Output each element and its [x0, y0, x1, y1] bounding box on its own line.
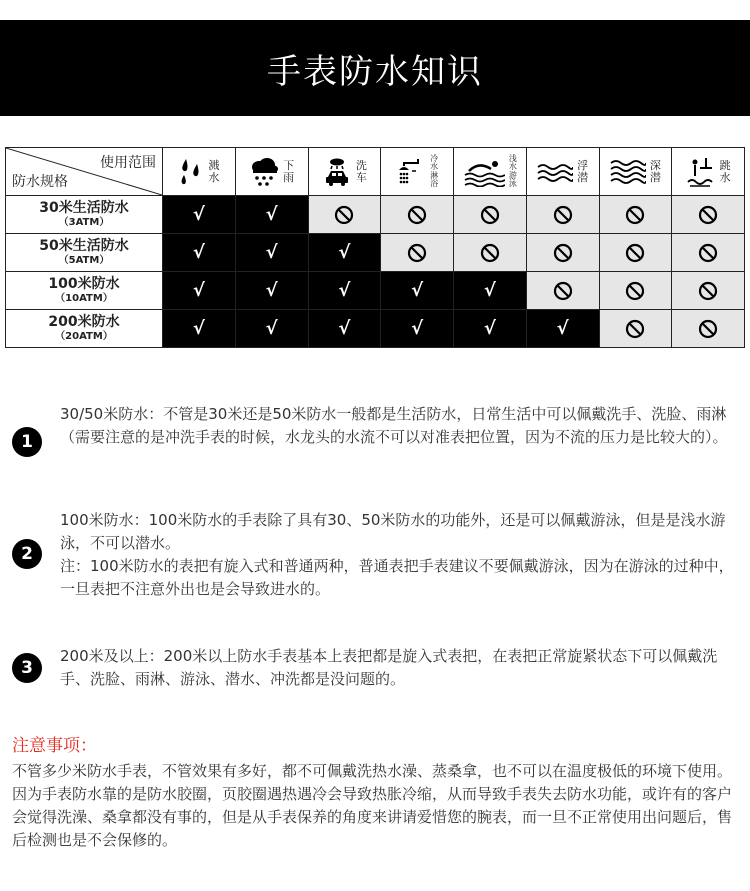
deep-waves-icon: [610, 158, 646, 186]
page-title: 手表防水知识: [267, 51, 483, 92]
note-number-badge: 2: [12, 539, 42, 569]
check-mark: √: [381, 310, 454, 348]
shower-icon: [396, 157, 426, 187]
prohibited-icon: [599, 272, 672, 310]
check-mark: √: [235, 196, 308, 234]
spec-name: 50米生活防水: [39, 238, 129, 255]
splash-icon: [178, 157, 204, 187]
prohibited-icon: [381, 234, 454, 272]
note-number-badge: 3: [12, 653, 42, 683]
column-header-car-wash: 洗 车: [308, 148, 381, 196]
prohibited-icon: [672, 310, 745, 348]
car-wash-icon: [322, 157, 352, 187]
prohibited-icon: [599, 310, 672, 348]
corner-label-spec: 防水规格: [12, 174, 68, 190]
prohibited-icon: [454, 234, 527, 272]
column-header-rain: 下 雨: [235, 148, 308, 196]
page-title-banner: [0, 20, 750, 116]
table-row: [6, 196, 745, 234]
prohibited-icon: [526, 272, 599, 310]
prohibited-icon: [308, 196, 381, 234]
corner-label-usage: 使用范围: [100, 155, 156, 171]
check-mark: √: [308, 234, 381, 272]
check-mark: √: [454, 272, 527, 310]
spec-atm: （3ATM）: [58, 216, 110, 228]
prohibited-icon: [672, 196, 745, 234]
check-mark: √: [308, 310, 381, 348]
table-row: [6, 272, 745, 310]
check-mark: √: [526, 310, 599, 348]
spec-name: 200米防水: [48, 314, 120, 331]
check-mark: √: [163, 196, 236, 234]
check-mark: √: [308, 272, 381, 310]
column-header-splash: 溅 水: [163, 148, 236, 196]
check-mark: √: [163, 234, 236, 272]
column-header-deep-dive: 深 潜: [599, 148, 672, 196]
spec-cell: [6, 272, 163, 310]
prohibited-icon: [672, 234, 745, 272]
caution-title: 注意事项：: [12, 736, 97, 756]
note-paragraph: 100米防水：100米防水的手表除了具有30、50米防水的功能外，还是可以佩戴游泳，但是是浅水游泳，不可以潜水。: [60, 511, 726, 552]
table-row: [6, 310, 745, 348]
prohibited-icon: [526, 234, 599, 272]
snorkel-waves-icon: [537, 160, 573, 184]
prohibited-icon: [381, 196, 454, 234]
note-paragraph: 注：100米防水的表把有旋入式和普通两种，普通表把手表建议不要佩戴游泳，因为在游泳的过种中，一旦表把不注意外出也是会导致进水的。: [60, 557, 734, 598]
column-header-swim: 浅 水 游 泳: [454, 148, 527, 196]
spec-name: 30米生活防水: [39, 200, 129, 217]
table-header-row: [6, 148, 745, 196]
prohibited-icon: [599, 196, 672, 234]
column-header-snorkel: 浮 潜: [526, 148, 599, 196]
dive-icon: [686, 156, 716, 188]
check-mark: √: [454, 310, 527, 348]
check-mark: √: [163, 272, 236, 310]
spec-atm: （10ATM）: [55, 292, 113, 304]
check-mark: √: [381, 272, 454, 310]
prohibited-icon: [526, 196, 599, 234]
check-mark: √: [235, 234, 308, 272]
note-text: [60, 509, 736, 601]
table-corner-cell: [6, 148, 163, 196]
prohibited-icon: [599, 234, 672, 272]
prohibited-icon: [672, 272, 745, 310]
caution-body: 不管多少米防水手表，不管效果有多好，都不可佩戴洗热水澡、蒸桑拿，也不可以在温度极低的环境下使用。因为手表防水靠的是防水胶圈，页胶圈遇热遇冷会导致热胀冷缩，从而导致手表失去防水功能，或许有的客户会觉得洗澡、桑拿都没有事的，但是从手表保养的角度来讲请爱惜您的腕表，而一旦不正常使用出问题后，售后检测也是不会保修的。: [12, 762, 733, 849]
check-mark: √: [163, 310, 236, 348]
prohibited-icon: [454, 196, 527, 234]
table-row: [6, 234, 745, 272]
spec-atm: （5ATM）: [58, 254, 110, 266]
waterproof-table: [5, 147, 745, 348]
check-mark: √: [235, 310, 308, 348]
note-number-badge: 1: [12, 427, 42, 457]
note-text: [60, 645, 736, 691]
column-header-shower: 冷 水 淋 浴: [381, 148, 454, 196]
note-paragraph: 30/50米防水：不管是30米还是50米防水一般都是生活防水，日常生活中可以佩戴洗手、洗脸、雨淋（需要注意的是冲洗手表的时候，水龙头的水流不可以对准表把位置，因为不流的压力是比较大的）。: [60, 405, 728, 446]
note-paragraph: 200米及以上：200米以上防水手表基本上表把都是旋入式表把，在表把正常旋紧状态下可以佩戴洗手、洗脸、雨淋、游泳、潜水、冲洗都是没问题的。: [60, 647, 718, 688]
column-header-high-dive: 跳 水: [672, 148, 745, 196]
spec-cell: [6, 196, 163, 234]
rain-icon: [249, 157, 279, 187]
spec-atm: （20ATM）: [55, 330, 113, 342]
spec-cell: [6, 310, 163, 348]
spec-name: 100米防水: [48, 276, 120, 293]
swim-icon: [463, 157, 505, 187]
note-text: [60, 403, 736, 449]
check-mark: √: [235, 272, 308, 310]
spec-cell: [6, 234, 163, 272]
